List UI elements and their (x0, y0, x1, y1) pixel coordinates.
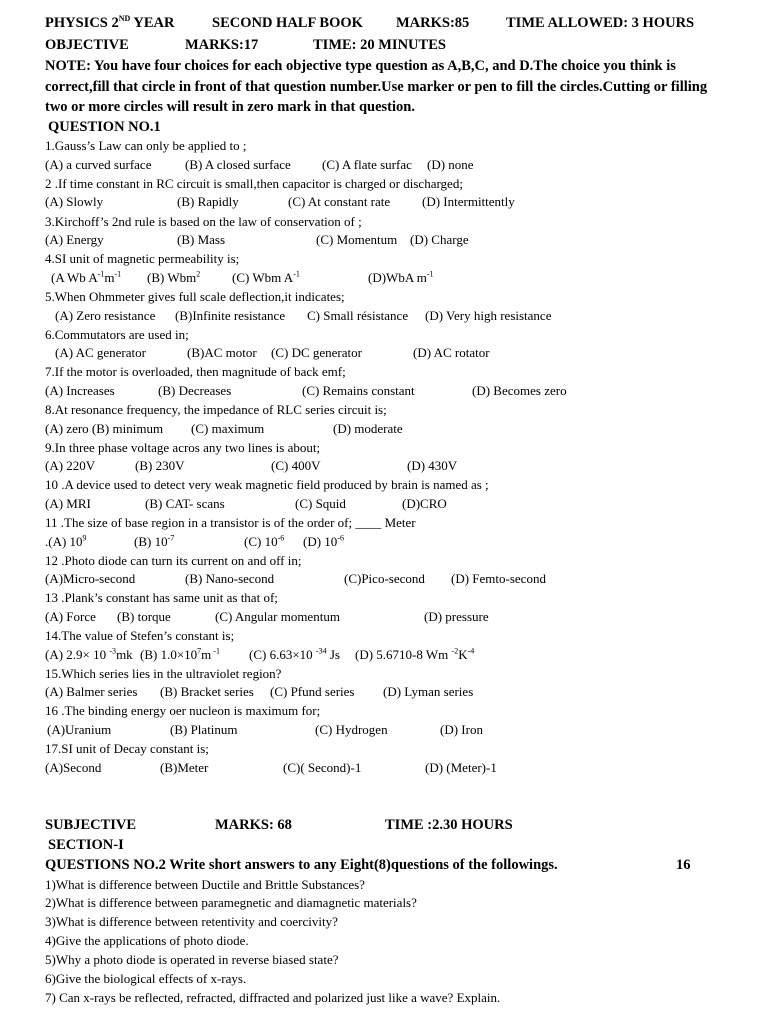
short-question: 6)Give the biological effects of x-rays. (45, 971, 247, 986)
option-a: (A) MRI (45, 496, 91, 511)
subjective-label: SUBJECTIVE (45, 817, 137, 833)
question-text: 17.SI unit of Decay constant is; (45, 741, 209, 756)
option-d: (D) Intermittently (422, 194, 515, 209)
option-a-b: (A) zero (B) minimum (45, 421, 164, 436)
subject-title: PHYSICS 2ND YEAR (45, 14, 175, 31)
option-d: (D) none (427, 157, 474, 172)
option-a: (A) Energy (45, 232, 104, 247)
option-c: (C) maximum (191, 421, 265, 436)
option-d: (D)CRO (402, 496, 447, 511)
option-b: (B) Mass (177, 232, 226, 247)
short-question: 1)What is difference between Ductile and Brittle Substances? (45, 877, 365, 892)
option-c: C) Small résistance (307, 308, 409, 323)
option-b: (B) Nano-second (185, 571, 275, 586)
option-d: (D) AC rotator (413, 345, 490, 360)
option-c: (C) Hydrogen (315, 722, 388, 737)
question-no2-heading: QUESTIONS NO.2 Write short answers to any Eight(8)questions of the followings. (45, 857, 558, 873)
option-a: (A) Increases (45, 383, 115, 398)
option-d: (D) pressure (424, 609, 489, 624)
question-text: 11 .The size of base region in a transistor is of the order of; ____ Meter (45, 515, 416, 530)
total-marks: MARKS:85 (396, 15, 470, 31)
question-text: 16 .The binding energy oer nucleon is maximum for; (45, 703, 321, 718)
question-text: 12 .Photo diode can turn its current on and off in; (45, 553, 302, 568)
question-text: 6.Commutators are used in; (45, 327, 189, 342)
section-heading: SECTION-I (48, 837, 124, 853)
option-b: (B) $1.0\times 10^7m$ $^{-1}$ (140, 646, 220, 662)
short-question: 7) Can x-rays be reflected, refracted, diffracted and polarized just like a wave? Explain. (45, 990, 501, 1005)
objective-time: TIME: 20 MINUTES (313, 37, 446, 53)
option-b: (B) 230V (135, 458, 185, 473)
header-line (45, 14, 174, 32)
option-c: (C) Squid (295, 496, 346, 511)
option-a: (A Wb $A^{-1}m^{-1}$ (51, 269, 122, 285)
option-d: (D) (Meter)-1 (425, 760, 497, 775)
book-title: SECOND HALF BOOK (212, 15, 363, 31)
option-b: (B) Wbm$^2$ (147, 269, 201, 285)
option-a: (A)Second (45, 760, 102, 775)
option-a: (A) Slowly (45, 194, 104, 209)
short-question: 4)Give the applications of photo diode. (45, 933, 249, 948)
option-d: (D) Very high resistance (425, 308, 552, 323)
option-d: (D) Iron (440, 722, 483, 737)
question-text: 15.Which series lies in the ultraviolet region? (45, 666, 282, 681)
question-text: 9.In three phase voltage acros any two lines is about; (45, 440, 321, 455)
option-d: (D) Charge (410, 232, 469, 247)
option-b: (B) torque (117, 609, 171, 624)
option-c: (C) Wbm $A^{-1}$ (232, 269, 300, 285)
option-c: (C) Pfund series (270, 684, 355, 699)
option-d: (D) Becomes zero (472, 383, 567, 398)
option-c: (C) Angular momentum (215, 609, 340, 624)
option-a: .(A) $10^9$ (45, 533, 87, 549)
option-c: (C)Pico-second (344, 571, 425, 586)
short-question: 2)What is difference between paramegnetic and diamagnetic materials? (45, 895, 417, 910)
time-allowed: TIME ALLOWED: 3 HOURS (506, 15, 695, 31)
option-b: (B)Infinite resistance (175, 308, 286, 323)
option-c: (C) Momentum (316, 232, 398, 247)
option-d: (D) $10^{-6}$ (303, 533, 344, 549)
option-a: (A) 2.9× 10 $^{-3}$mk (45, 646, 133, 662)
option-a: (A) Zero resistance (55, 308, 156, 323)
option-b: (B) Decreases (158, 383, 232, 398)
option-c: (C) 6.63×10 $^{-34}$ Js (249, 646, 340, 662)
question-text: 3.Kirchoff’s 2nd rule is based on the law of conservation of ; (45, 214, 362, 229)
instructions-note: NOTE: You have four choices for each objective type question as A,B,C, and D.The choice you think is correct,fill that circle in front of that question number.Use marker or pen to fill the circles.Cutting or filling two or more circles will result in zero mark in that question. (45, 58, 708, 115)
option-b: (B) $10^{-7}$ (134, 533, 175, 549)
question-text: 2 .If time constant in RC circuit is small,then capacitor is charged or discharged; (45, 176, 463, 191)
option-d: (D) Femto-second (451, 571, 546, 586)
option-a: (A)Uranium (47, 722, 112, 737)
option-d: (D) 430V (407, 458, 458, 473)
option-c: (C) DC generator (271, 345, 362, 360)
option-d: (D)WbA $m^{-1}$ (368, 269, 434, 285)
short-question: 5)Why a photo diode is operated in reverse biased state? (45, 952, 339, 967)
option-b: (B) Platinum (170, 722, 238, 737)
option-a: (A) Balmer series (45, 684, 138, 699)
option-b: (B) A closed surface (185, 157, 291, 172)
question-text: 10 .A device used to detect very weak magnetic field produced by brain is named as ; (45, 477, 489, 492)
objective-label: OBJECTIVE (45, 37, 129, 53)
question-text: 14.The value of Stefen’s constant is; (45, 628, 235, 643)
option-a: (A) Force (45, 609, 96, 624)
option-c: (C) A flate surfac (322, 157, 412, 172)
question-text: 13 .Plank’s constant has same unit as that of; (45, 590, 278, 605)
question-text: 4.SI unit of magnetic permeability is; (45, 251, 240, 266)
option-a: (A) a curved surface (45, 157, 152, 172)
option-c: (C)( Second)-1 (283, 760, 362, 775)
option-d: (D) moderate (333, 421, 403, 436)
short-question: 3)What is difference between retentivity and coercivity? (45, 914, 338, 929)
option-b: (B)Meter (160, 760, 209, 775)
subjective-time: TIME :2.30 HOURS (385, 817, 513, 833)
question-text: 1.Gauss’s Law can only be applied to ; (45, 138, 247, 153)
question-text: 7.If the motor is overloaded, then magnitude of back emf; (45, 364, 346, 379)
option-d: (D) 5.6710-8 Wm $^{-2}K^{-4}$ (355, 646, 475, 662)
option-b: (B)AC motor (187, 345, 257, 360)
option-c: (C) At constant rate (288, 194, 391, 209)
option-b: (B) Bracket series (160, 684, 254, 699)
option-b: (B) Rapidly (177, 194, 239, 209)
option-c: (C) Remains constant (302, 383, 415, 398)
option-a: (A)Micro-second (45, 571, 136, 586)
objective-marks: MARKS:17 (185, 37, 259, 53)
question-text: 8.At resonance frequency, the impedance of RLC series circuit is; (45, 402, 387, 417)
subjective-marks: MARKS: 68 (215, 817, 292, 833)
question-no2-marks: 16 (676, 857, 691, 873)
option-a: (A) AC generator (55, 345, 146, 360)
option-a: (A) 220V (45, 458, 96, 473)
question-no1-heading: QUESTION NO.1 (48, 119, 161, 135)
option-d: (D) Lyman series (383, 684, 474, 699)
option-b: (B) CAT- scans (145, 496, 225, 511)
question-text: 5.When Ohmmeter gives full scale deflection,it indicates; (45, 289, 345, 304)
option-c: (C) $10^{-6}$ (244, 533, 285, 549)
option-c: (C) 400V (271, 458, 321, 473)
